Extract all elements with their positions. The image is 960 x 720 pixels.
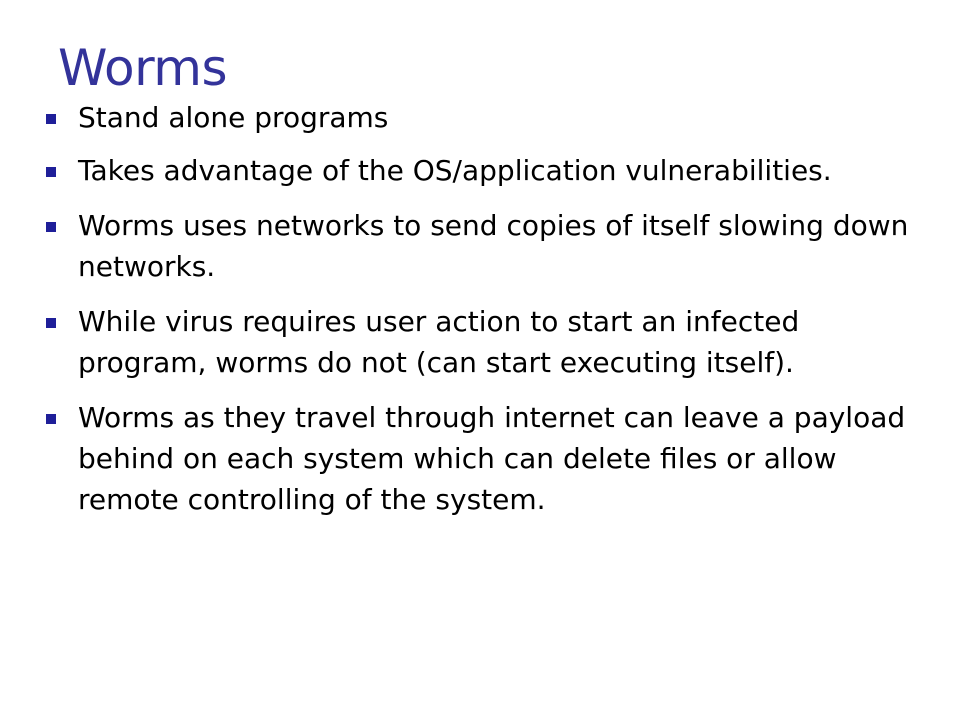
square-bullet-icon — [46, 318, 56, 328]
list-item — [46, 205, 916, 287]
list-item — [46, 397, 916, 520]
square-bullet-icon — [46, 222, 56, 232]
bullet-text: Worms as they travel through internet can leave a payload behind on each system which can delete files or allow remote controlling of the system. — [78, 401, 906, 516]
bullet-text: While virus requires user action to start an infected program, worms do not (can start executing itself). — [78, 305, 800, 379]
list-item — [46, 97, 916, 138]
square-bullet-icon — [46, 114, 56, 124]
square-bullet-icon — [46, 167, 56, 177]
slide-title: Worms — [58, 39, 228, 97]
list-item — [46, 150, 916, 191]
bullet-text: Stand alone programs — [78, 101, 389, 134]
bullet-text: Takes advantage of the OS/application vulnerabilities. — [78, 154, 832, 187]
bullet-text: Worms uses networks to send copies of itself slowing down networks. — [78, 209, 909, 283]
list-item — [46, 301, 916, 383]
square-bullet-icon — [46, 414, 56, 424]
bullet-list — [46, 97, 916, 534]
